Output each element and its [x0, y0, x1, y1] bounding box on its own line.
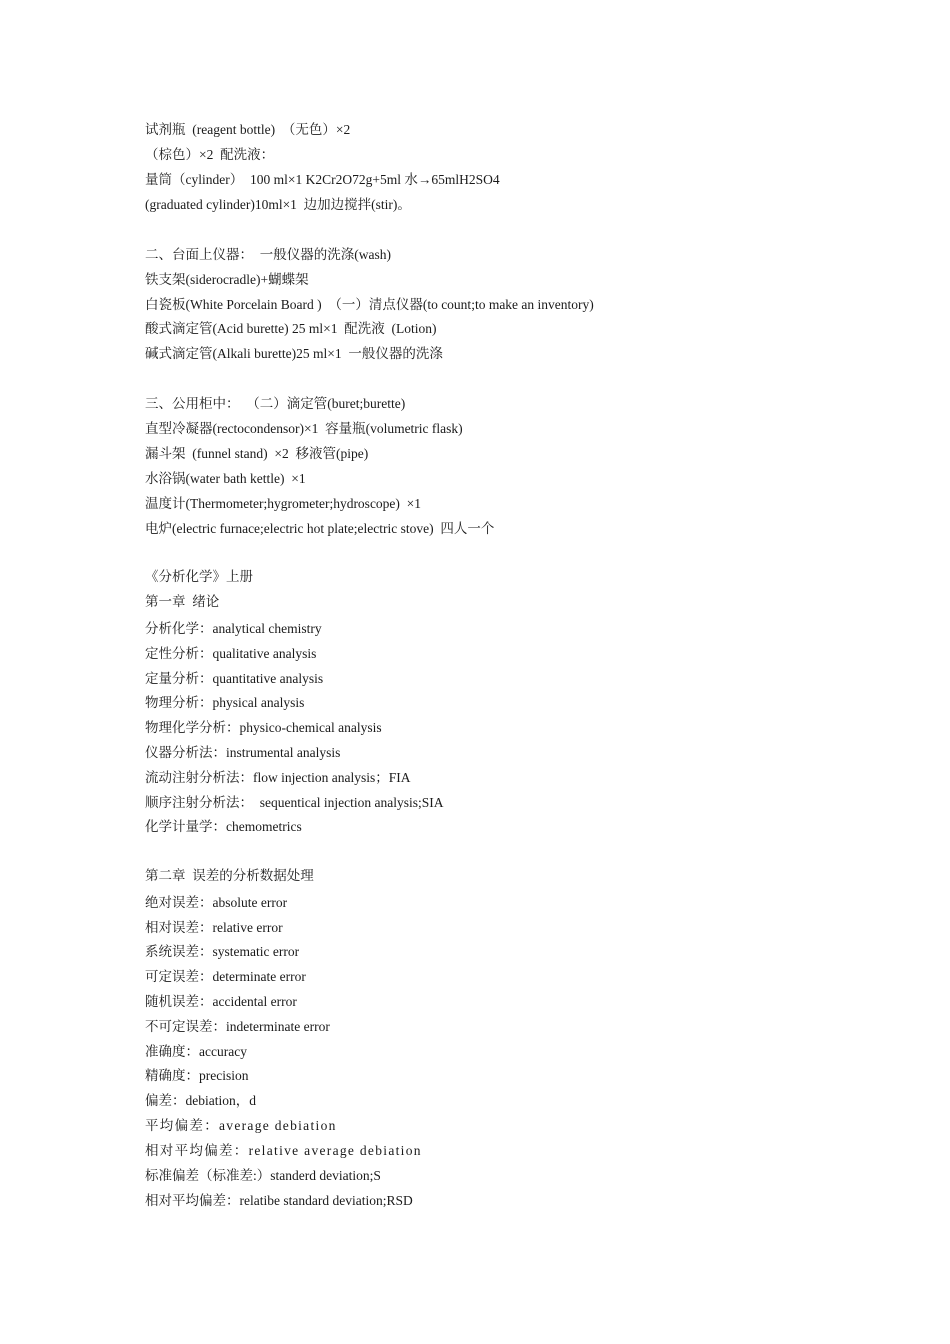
glossary-entry: 相对平均偏差：relatibe standard deviation;RSD — [145, 1193, 413, 1208]
text-line: 水浴锅(water bath kettle) ×1 — [145, 471, 306, 486]
section-heading: 二、台面上仪器： 一般仪器的洗涤(wash) — [145, 247, 391, 262]
glossary-entry: 随机误差：accidental error — [145, 994, 297, 1009]
glossary-entry: 偏差：debiation，d — [145, 1093, 256, 1108]
glossary-entry: 分析化学：analytical chemistry — [145, 621, 322, 636]
glossary-entry: 相对平均偏差：relative average debiation — [145, 1143, 422, 1158]
text-line: （棕色）×2 配洗液： — [145, 147, 275, 162]
glossary-entry: 绝对误差：absolute error — [145, 895, 288, 910]
text-line: 直型冷凝器(rectocondensor)×1 容量瓶(volumetric flask) — [145, 421, 463, 436]
glossary-entry: 流动注射分析法：flow injection analysis；FIA — [145, 770, 411, 785]
glossary-entry: 物理分析：physical analysis — [145, 695, 305, 710]
text-line: 铁支架(siderocradle)+蝴蝶架 — [145, 272, 309, 287]
glossary-entry: 精确度：precision — [145, 1068, 249, 1083]
chapter-heading: 第一章 绪论 — [145, 594, 220, 609]
glossary-entry: 平均偏差：average debiation — [145, 1118, 337, 1133]
text-line: 碱式滴定管(Alkali burette)25 ml×1 一般仪器的洗涤 — [145, 346, 443, 361]
glossary-entry: 顺序注射分析法： sequentical injection analysis;SIA — [145, 795, 444, 810]
text-line: 漏斗架 (funnel stand) ×2 移液管(pipe) — [145, 446, 369, 461]
glossary-entry: 定性分析：qualitative analysis — [145, 646, 317, 661]
text-line: 白瓷板(White Porcelain Board ) （一）清点仪器(to count;to make an inventory) — [145, 297, 594, 312]
glossary-entry: 准确度：accuracy — [145, 1044, 247, 1059]
text-line: 电炉(electric furnace;electric hot plate;electric stove) 四人一个 — [145, 521, 495, 536]
glossary-entry: 物理化学分析：physico-chemical analysis — [145, 720, 382, 735]
glossary-entry: 标准偏差（标准差:）standerd deviation;S — [145, 1168, 381, 1183]
text-line: (graduated cylinder)10ml×1 边加边搅拌(stir)。 — [145, 197, 411, 212]
text-line: 温度计(Thermometer;hygrometer;hydroscope) ×1 — [145, 496, 422, 511]
chapter-heading: 第二章 误差的分析数据处理 — [145, 868, 314, 883]
glossary-entry: 仪器分析法：instrumental analysis — [145, 745, 341, 760]
glossary-entry: 化学计量学：chemometrics — [145, 819, 302, 834]
glossary-entry: 可定误差：determinate error — [145, 969, 306, 984]
glossary-entry: 相对误差：relative error — [145, 920, 283, 935]
section-heading: 三、公用柜中： （二）滴定管(buret;burette) — [145, 396, 406, 411]
text-line: 酸式滴定管(Acid burette) 25 ml×1 配洗液 (Lotion) — [145, 321, 437, 336]
text-line: 试剂瓶 (reagent bottle) （无色）×2 — [145, 122, 351, 137]
glossary-entry: 不可定误差：indeterminate error — [145, 1019, 330, 1034]
glossary-entry: 系统误差：systematic error — [145, 944, 300, 959]
book-title: 《分析化学》上册 — [145, 569, 253, 584]
text-line: 量筒（cylinder） 100 ml×1 K2Cr2O72g+5ml 水→65mlH2SO4 — [145, 172, 500, 187]
glossary-entry: 定量分析：quantitative analysis — [145, 671, 324, 686]
